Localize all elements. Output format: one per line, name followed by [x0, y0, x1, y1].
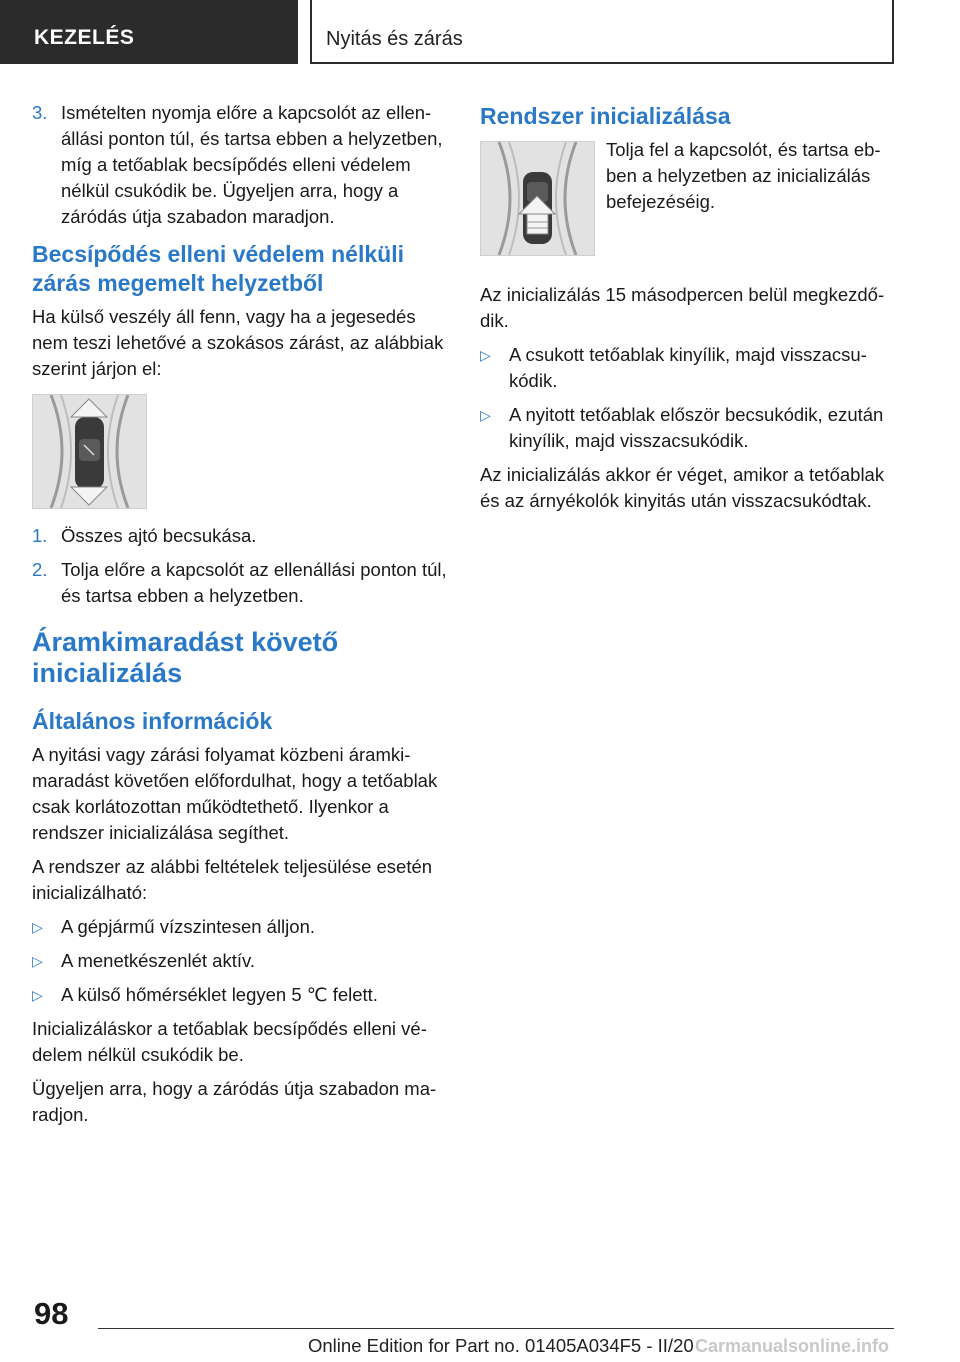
watermark: Carmanualsonline.info — [695, 1336, 890, 1356]
heading-power-failure-initialization: Áramkimaradást követő inicializálás — [32, 627, 339, 688]
general-paragraph-1: A nyitási vagy zárási folyamat közbeni áramkimaradást követően előfordulhat, hogy a tetőablak csak korlátozottan működtethető. Ilyenkor a rendszer inicializálása segíthet. — [32, 744, 438, 843]
triangle-bullet-icon: ▷ — [480, 347, 491, 363]
condition-item — [32, 948, 450, 974]
section-tab — [0, 0, 298, 64]
triangle-bullet-icon: ▷ — [32, 919, 43, 935]
init-intro-block — [480, 137, 896, 282]
general-paragraph-3: Inicializáláskor a tetőablak becsípődés elleni védelem nélkül csukódik be. — [32, 1018, 427, 1065]
switch-illustration-pull-up — [480, 141, 595, 256]
page-number: 98 — [34, 1296, 69, 1331]
init-results-list — [480, 342, 896, 454]
step-number: 1. — [32, 525, 48, 546]
chapter-tab — [310, 0, 894, 64]
step-text: Tolja előre a kapcsolót az ellenállási ponton túl, és tartsa ebben a helyzetben. — [61, 559, 447, 606]
triangle-bullet-icon: ▷ — [480, 407, 491, 423]
condition-item — [32, 982, 450, 1008]
step-item — [32, 523, 450, 549]
left-column — [32, 100, 450, 1136]
footer-edition: Online Edition for Part no. 01405A034F5 - II/20 — [308, 1335, 694, 1356]
step-item — [32, 100, 450, 230]
step-text: Összes ajtó becsukása. — [61, 525, 257, 546]
switch-forward-icon — [33, 395, 146, 508]
condition-item — [32, 914, 450, 940]
closing-steps-list — [32, 523, 450, 609]
triangle-bullet-icon: ▷ — [32, 953, 43, 969]
triangle-bullet-icon: ▷ — [32, 987, 43, 1003]
right-column — [480, 100, 896, 522]
switch-illustration-push-forward — [32, 394, 147, 509]
result-item — [480, 342, 896, 394]
condition-text: A gépjármű vízszintesen álljon. — [61, 916, 315, 937]
chapter-title: Nyitás és zárás — [326, 28, 463, 50]
result-text: A nyitott tetőablak először becsukódik, ezután kinyílik, majd visszacsukódik. — [509, 404, 884, 451]
condition-text: A menetkészenlét aktív. — [61, 950, 256, 971]
heading-system-initialization: Rendszer inicializálása — [480, 103, 731, 129]
init-paragraph-2: Az inicializálás akkor ér véget, amikor a tetőablak és az árnyékolók kinyitás után visszacsukódtak. — [480, 464, 885, 511]
step-number: 3. — [32, 102, 48, 123]
switch-up-icon — [481, 142, 594, 255]
init-paragraph-1: Az inicializálás 15 másodpercen belül megkezdődik. — [480, 284, 885, 331]
general-paragraph-4: Ügyeljen arra, hogy a záródás útja szabadon maradjon. — [32, 1078, 437, 1125]
general-paragraph-2: A rendszer az alábbi feltételek teljesülése esetén inicializálható: — [32, 856, 433, 903]
condition-text: A külső hőmérséklet legyen 5 ℃ felett. — [61, 984, 378, 1005]
footer-divider — [98, 1328, 894, 1329]
section-title: KEZELÉS — [34, 26, 135, 49]
heading-closing-without-protection: Becsípődés elleni védelem nélküli zárás megemelt helyzetből — [32, 241, 404, 296]
init-intro-text: Tolja fel a kapcsolót, és tartsa ebben a helyzetben az inicializálás befejezéséig. — [606, 139, 881, 212]
step-text: Ismételten nyomja előre a kapcsolót az ellenállási ponton túl, és tartsa ebben a helyzetben, míg a tetőablak becsípődés elleni védelem nélkül csukódik be. Ügyeljen arra, hogy a záródás útja szabadon maradjon. — [61, 102, 443, 227]
step-3-list — [32, 100, 450, 230]
closing-intro: Ha külső veszély áll fenn, vagy ha a jegesedés nem teszi lehetővé a szokásos zárást, az alábbiak szerint járjon el: — [32, 306, 444, 379]
step-item — [32, 557, 450, 609]
conditions-list — [32, 914, 450, 1008]
result-item — [480, 402, 896, 454]
result-text: A csukott tetőablak kinyílik, majd visszacsukódik. — [509, 344, 867, 391]
step-number: 2. — [32, 559, 48, 580]
heading-general-information: Általános információk — [32, 708, 273, 734]
